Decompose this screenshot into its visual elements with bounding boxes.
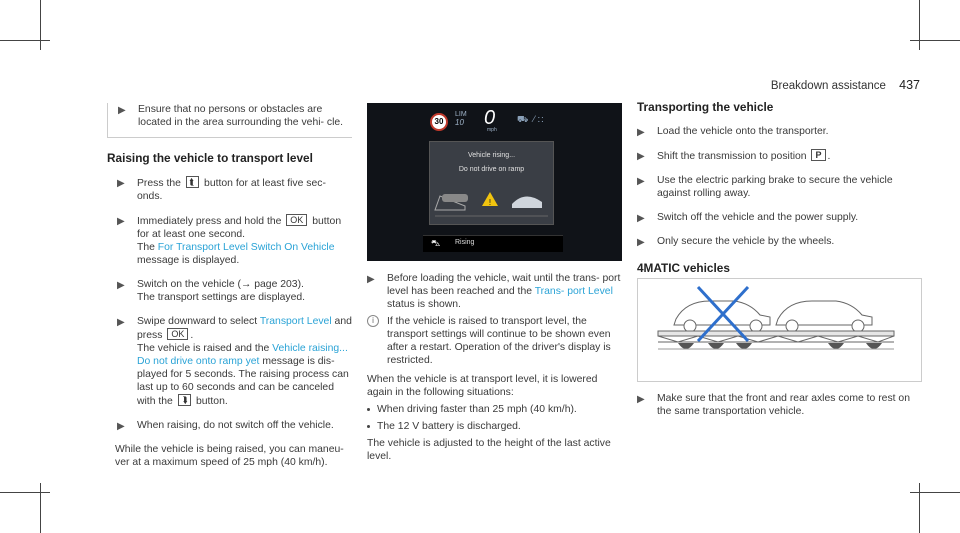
ok-key: OK <box>167 328 188 340</box>
step-item: ▶ Immediately press and hold the OK button for at least one second. The For Transport Level Switch On Vehicle message is displayed. <box>117 215 342 266</box>
info-note: i If the vehicle is raised to transport level, the transport settings will continue to be shown even after a restart. Operation of the driver's display is restricted. <box>357 315 625 367</box>
info-icon: i <box>367 315 379 327</box>
crop-mark <box>0 492 50 493</box>
crop-mark <box>919 483 920 533</box>
ramp-warning-graphic <box>430 182 553 222</box>
step-arrow-icon: ▶ <box>117 280 125 291</box>
section-heading: Raising the vehicle to transport level <box>107 151 313 165</box>
step-item: ▶ When raising, do not switch off the vehicle. <box>117 420 334 432</box>
step-arrow-icon: ▶ <box>637 176 645 187</box>
instrument-display-image <box>367 103 622 261</box>
column-1 <box>107 103 352 469</box>
assist-status-icon: ⛟ ⁄ ∷ <box>517 114 544 124</box>
step-item: ▶ Ensure that no persons or obstacles are located in the area surrounding the vehi- cle. <box>118 104 344 128</box>
page-number: 437 <box>899 78 920 92</box>
car-transporter-graphic <box>638 279 921 381</box>
step-item: ▶ Switch off the vehicle and the power supply. <box>637 212 859 224</box>
step-item: ▶ Switch on the vehicle (→ page 203). The transport settings are displayed. <box>117 279 306 303</box>
step-arrow-icon: ▶ <box>637 127 645 138</box>
list-item: The 12 V battery is discharged. <box>357 420 625 433</box>
step-item: ▶ Before loading the vehicle, wait until the trans- port level has been reached and the Trans- port Level status is shown. <box>367 273 621 310</box>
running-header <box>771 78 920 92</box>
step-arrow-icon: ▶ <box>117 216 125 227</box>
transport-illustration <box>637 278 922 382</box>
crop-mark <box>910 40 960 41</box>
step-arrow-icon: ▶ <box>118 105 126 116</box>
step-arrow-icon: ▶ <box>117 317 125 328</box>
message-panel <box>429 141 554 225</box>
message-name: Vehicle raising... Do not drive onto ramp yet <box>137 343 348 367</box>
column-2 <box>357 272 625 463</box>
status-name: Trans- port Level <box>534 286 613 297</box>
list-item: When driving faster than 25 mph (40 km/h). <box>357 403 625 416</box>
speed-readout: 0 <box>484 107 496 129</box>
step-item: ▶ Only secure the vehicle by the wheels. <box>637 236 835 248</box>
speed-limit-sign: 30 <box>430 113 448 131</box>
step-item: ▶ Make sure that the front and rear axles come to rest on the same transportation vehicle. <box>637 393 910 417</box>
step-arrow-icon: ▶ <box>637 213 645 224</box>
message-name: For Transport Level Switch On Vehicle <box>157 242 335 253</box>
section-heading: 4MATIC vehicles <box>637 261 730 275</box>
step-arrow-icon: ▶ <box>637 237 645 248</box>
step-arrow-icon: ▶ <box>637 394 645 405</box>
crop-mark <box>40 0 41 50</box>
menu-option-name: Transport Level <box>259 316 332 327</box>
step-arrow-icon: ▶ <box>637 151 645 162</box>
message-line-2: Do not drive on ramp <box>458 166 525 173</box>
step-item: ▶ Use the electric parking brake to secure the vehicle against rolling away. <box>637 175 893 199</box>
status-bar <box>423 235 563 252</box>
step-item: ▶ Shift the transmission to position P . <box>637 150 831 162</box>
paragraph: The vehicle is adjusted to the height of the last active level. <box>367 438 611 462</box>
section-heading: Transporting the vehicle <box>637 100 774 114</box>
column-3-bottom <box>627 392 925 429</box>
message-line-1: Vehicle rising... <box>467 152 516 159</box>
paragraph: When the vehicle is at transport level, it is lowered again in the following situations: <box>367 374 598 398</box>
step-arrow-icon: ▶ <box>117 421 125 432</box>
vehicle-level-down-icon: ⮯ <box>178 394 191 406</box>
section-title: Breakdown assistance <box>770 80 886 92</box>
step-item: ▶ Load the vehicle onto the transporter. <box>637 126 829 138</box>
step-item: ▶ Swipe downward to select Transport Level and press OK . The vehicle is raised and the Vehicle raising... Do not drive onto ramp yet message is dis- played for 5 seconds. The raising process can last up to 60 seconds and can be canceled with the ⮯ button. <box>117 316 352 407</box>
ok-key: OK <box>286 214 307 226</box>
crop-mark <box>40 483 41 533</box>
limiter-readout: LIM 10 <box>455 111 467 127</box>
crop-mark <box>910 492 960 493</box>
column-3 <box>627 101 925 286</box>
raise-vehicle-icon: ⛍ <box>431 238 441 248</box>
page-reference: Switch on the vehicle (→ page 203). <box>137 279 304 290</box>
step-item: ▶ Press the ⮬ button for at least five sec- onds. <box>117 177 326 202</box>
step-arrow-icon: ▶ <box>117 178 125 189</box>
speed-unit: mph <box>487 127 497 133</box>
status-text: Rising <box>455 239 475 246</box>
step-arrow-icon: ▶ <box>367 274 375 285</box>
vehicle-level-up-icon: ⮬ <box>186 176 199 188</box>
paragraph: While the vehicle is being raised, you can maneu- ver at a maximum speed of 25 mph (40 km/h). <box>115 444 344 468</box>
crop-mark <box>0 40 50 41</box>
crop-mark <box>919 0 920 50</box>
note-box <box>107 103 352 138</box>
svg-text:!: ! <box>488 198 492 207</box>
park-position-key: P <box>811 149 825 161</box>
